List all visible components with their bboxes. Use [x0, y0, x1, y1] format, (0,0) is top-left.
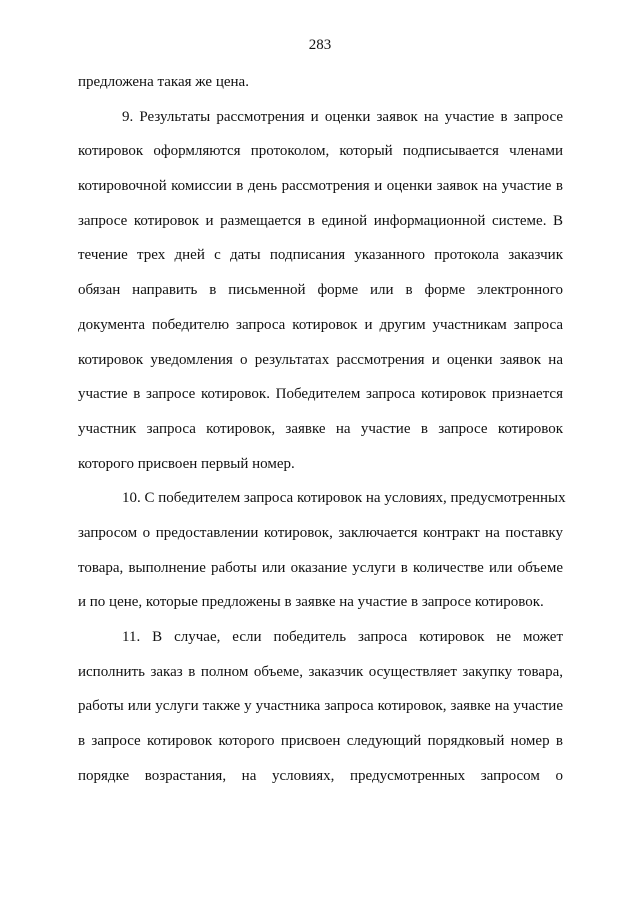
text-line: котировочной комиссии в день рассмотрения и оценки заявок на участие в: [78, 178, 563, 195]
text-line: документа победителю запроса котировок и другим участникам запроса: [78, 316, 563, 333]
text-line: обязан направить в письменной форме или в форме электронного: [78, 282, 563, 299]
text-line: 11. В случае, если победитель запроса котировок не может: [122, 629, 563, 645]
text-line: течение трех дней с даты подписания указанного протокола заказчик: [78, 247, 563, 264]
page-number: 283: [308, 37, 332, 53]
document-body: [78, 72, 566, 800]
text-line: работы или услуги также у участника запроса котировок, заявке на участие: [78, 698, 563, 715]
text-line: порядке возрастания, на условиях, предусмотренных запросом о: [78, 767, 563, 784]
text-line: запросе котировок и размещается в единой информационной системе. В: [78, 212, 563, 229]
text-line: в запросе котировок которого присвоен следующий порядковый номер в: [78, 733, 563, 750]
text-line: товара, выполнение работы или оказание услуги в количестве или объеме: [78, 559, 563, 576]
text-line: участие в запросе котировок. Победителем запроса котировок признается: [78, 386, 563, 403]
text-line: котировок уведомления о результатах рассмотрения и оценки заявок на: [78, 351, 563, 368]
text-line: запросом о предоставлении котировок, заключается контракт на поставку: [78, 524, 563, 541]
text-line: 9. Результаты рассмотрения и оценки заявок на участие в запросе: [122, 108, 563, 125]
text-line: 10. С победителем запроса котировок на условиях, предусмотренных: [122, 490, 566, 507]
text-line: котировок оформляются протоколом, который подписывается членами: [78, 143, 563, 160]
text-line: и по цене, которые предложены в заявке на участие в запросе котировок.: [78, 594, 544, 611]
text-line: участник запроса котировок, заявке на участие в запросе котировок: [78, 420, 563, 437]
text-line: исполнить заказ в полном объеме, заказчик осуществляет закупку товара,: [78, 663, 563, 680]
text-line: которого присвоен первый номер.: [78, 455, 295, 472]
text-line: предложена такая же цена.: [78, 74, 249, 90]
